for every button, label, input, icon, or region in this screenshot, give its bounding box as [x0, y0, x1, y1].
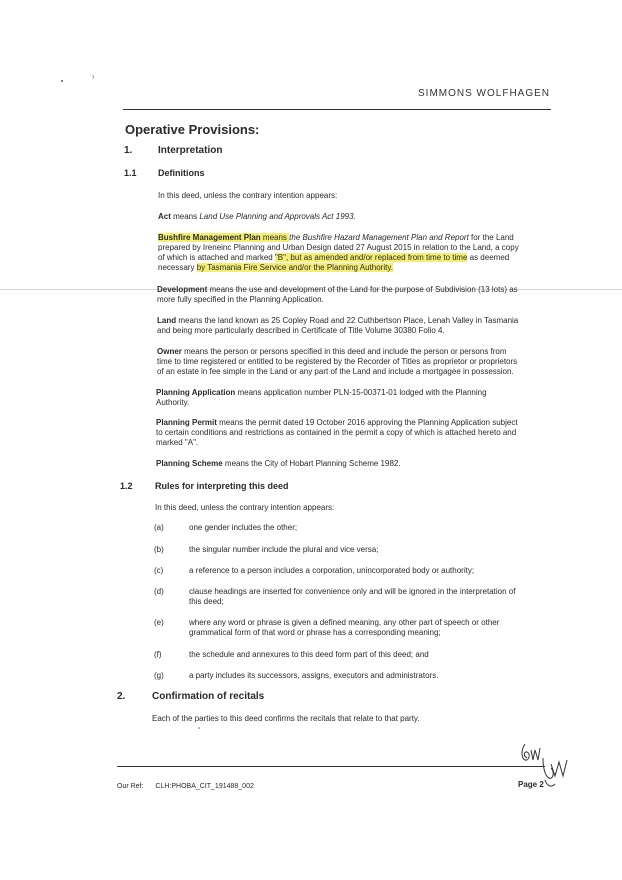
term: Land [157, 316, 177, 325]
definition-development-line1 [157, 285, 518, 295]
list-item-letter: (e) [154, 618, 164, 627]
line-end: for the Land [468, 233, 514, 242]
definition-act [158, 212, 356, 222]
list-item-letter: (g) [154, 671, 164, 680]
list-item-text: a party includes its successors, assigns, executors and administrators. [189, 671, 439, 680]
text: means the use and development of the Land for the purpose of Subdivision (13 lots) as [207, 285, 518, 294]
term: Bushfire Management Plan [158, 233, 261, 242]
definition-land-line1 [157, 316, 518, 326]
page-number: Page 2 [518, 780, 544, 789]
definition-planning-permit-line1 [156, 418, 518, 428]
subsection-number: 1.1 [124, 168, 137, 178]
text: means the City of Hobart Planning Scheme 1982. [222, 459, 401, 468]
scan-speck [61, 80, 63, 82]
footer-rule [117, 766, 545, 767]
ref-label: Our Ref: [117, 783, 144, 790]
definition-body: Land Use Planning and Approvals Act 1993. [199, 212, 356, 221]
means: means [260, 233, 290, 242]
list-item-letter: (f) [154, 650, 162, 659]
definition-planning-permit-line2: to certain conditions and restrictions as contained in the permit a copy of which is attached hereto and [156, 428, 517, 437]
section-number: 1. [124, 145, 133, 156]
subsection-heading: Rules for interpreting this deed [155, 481, 289, 491]
definition-bushfire-line1 [158, 233, 514, 243]
definition-owner-line1 [157, 347, 507, 357]
rules-intro: In this deed, unless the contrary intention appears: [155, 503, 335, 512]
text: means the person or persons specified in this deed and include the person or persons from [181, 347, 507, 356]
term: Planning Permit [156, 418, 217, 427]
scan-mark: › [92, 72, 95, 81]
definition-bushfire-line4 [158, 263, 393, 273]
definition-bushfire-line3 [158, 253, 509, 263]
subsection-heading: Definitions [158, 168, 205, 178]
definition-land-line2: and being more particularly described in Certificate of Title Volume 30380 Folio 4. [157, 326, 445, 335]
plan-title: the Bushfire Hazard Management Plan and Report [289, 233, 469, 242]
section-number: 2. [117, 691, 126, 702]
definition-planning-application-line2: Authority. [156, 398, 190, 407]
text: necessary [158, 263, 197, 272]
highlighted-text: "B", but as amended and/or replaced from time to time [274, 253, 468, 262]
term: Planning Scheme [156, 459, 223, 468]
handwritten-initials-signature [515, 738, 575, 794]
list-item-letter: (b) [154, 545, 164, 554]
definition-bushfire-line2: prepared by Ireneinc Planning and Urban Design dated 27 August 2015 in relation to the Land, a copy [158, 243, 519, 252]
text: means the land known as 25 Copley Road and 22 Cuthbertson Place, Lenah Valley in Tasmania [176, 316, 519, 325]
list-item-text: clause headings are inserted for convenience only and will be ignored in the interpretation of [189, 587, 516, 596]
definition-owner-line3: of an estate in fee simple in the Land or any part of the Land and include a mortgagee in possession. [157, 367, 514, 376]
definition-planning-scheme [156, 459, 401, 469]
term: Development [157, 285, 208, 294]
ref-value: CLH:PHOBA_CIT_191488_002 [155, 783, 254, 790]
section-heading: Confirmation of recitals [152, 691, 265, 702]
scan-speck [198, 727, 200, 729]
list-item-text: a reference to a person includes a corporation, unincorporated body or authority; [189, 566, 475, 575]
list-item-text: this deed; [189, 597, 224, 606]
section-heading: Interpretation [158, 145, 223, 156]
definition-owner-line2: time to time registered or entitled to be registered by the Recorder of Titles as proprietor or proprietors [157, 357, 518, 366]
list-item-text: where any word or phrase is given a defined meaning, any other part of speech or other [189, 618, 500, 627]
highlighted-text: by Tasmania Fire Service and/or the Planning Authority. [196, 263, 393, 272]
term: Act [158, 212, 171, 221]
footer-ref [117, 782, 254, 791]
header-rule [123, 109, 551, 110]
term: Owner [157, 347, 182, 356]
definition-development-line2: more fully specified in the Planning Application. [157, 295, 324, 304]
list-item-text: the schedule and annexures to this deed form part of this deed; and [189, 650, 429, 659]
list-item-letter: (a) [154, 523, 164, 532]
term: Planning Application [156, 388, 236, 397]
list-item-text: one gender includes the other; [189, 523, 298, 532]
text: means the permit dated 19 October 2016 approving the Planning Application subject [216, 418, 518, 427]
list-item-text: the singular number include the plural and vice versa; [189, 545, 379, 554]
definition-planning-application-line1 [156, 388, 487, 398]
subsection-number: 1.2 [120, 481, 133, 491]
text: of which is attached and marked [158, 253, 275, 262]
list-item-letter: (c) [154, 566, 164, 575]
text: as deemed [467, 253, 510, 262]
page-title: Operative Provisions: [125, 122, 260, 137]
list-item-letter: (d) [154, 587, 164, 596]
text: means application number PLN-15-00371-01 lodged with the Planning [235, 388, 487, 397]
definition-planning-permit-line3: marked "A". [156, 438, 199, 447]
means: means [170, 212, 200, 221]
section-body: Each of the parties to this deed confirms the recitals that relate to that party. [152, 714, 420, 723]
list-item-text: grammatical form of that word or phrase has a corresponding meaning; [189, 628, 441, 637]
definitions-intro: In this deed, unless the contrary intention appears: [158, 191, 338, 200]
brand-name: SIMMONS WOLFHAGEN [418, 88, 551, 99]
